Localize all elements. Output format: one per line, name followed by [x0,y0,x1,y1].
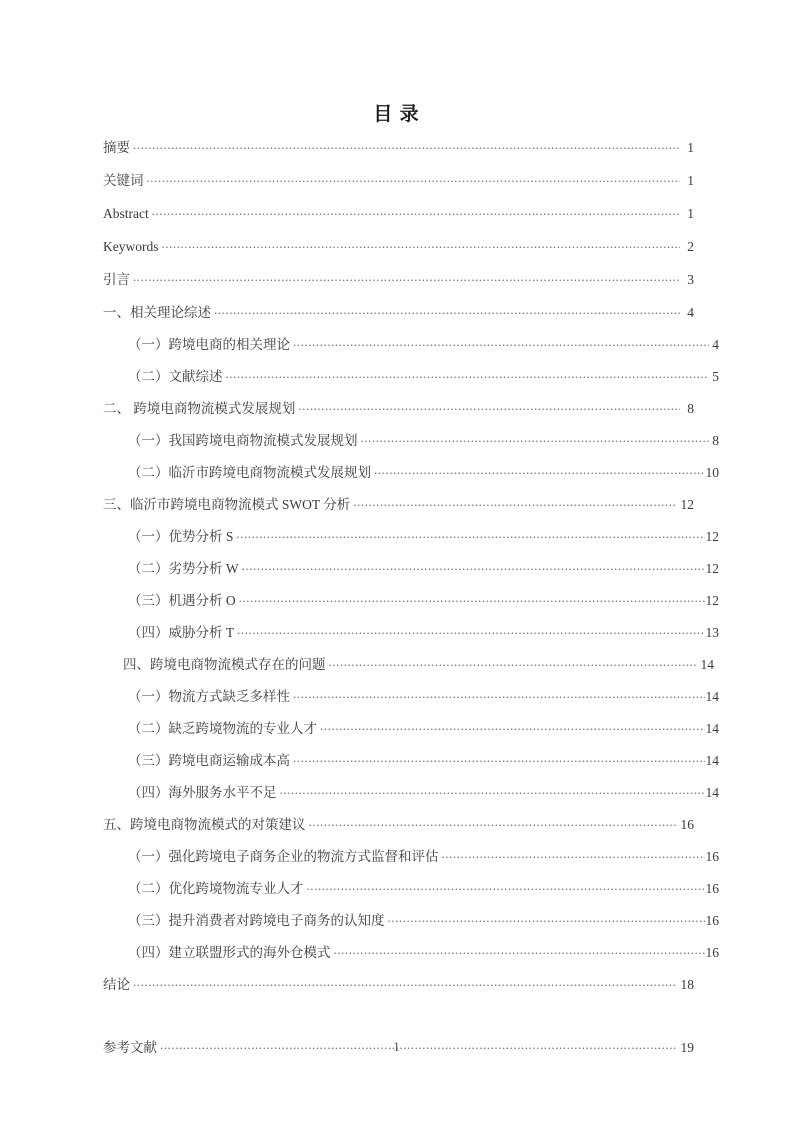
toc-entry-label: 关键词 [103,172,144,188]
toc-entry[interactable] [103,687,719,703]
toc-dot-leader [239,591,705,605]
toc-entry[interactable] [103,237,694,253]
toc-entry[interactable] [103,303,694,319]
toc-dot-leader [162,237,681,251]
toc-entry-label: （一）跨境电商的相关理论 [128,336,290,352]
toc-entry-label: 五、跨境电商物流模式的对策建议 [103,816,306,832]
toc-entry-page-number: 4 [712,336,719,352]
toc-dot-leader [280,783,705,797]
toc-entry[interactable] [103,655,714,671]
toc-entry-page-number: 16 [680,816,694,832]
toc-entry[interactable] [103,495,694,511]
toc-entry-page-number: 4 [687,304,694,320]
toc-entry-page-number: 10 [705,464,719,480]
toc-dot-leader [133,975,676,989]
toc-entry-page-number: 16 [705,848,719,864]
toc-entry[interactable] [103,783,719,799]
toc-entry-label: 引言 [103,271,130,287]
toc-entry[interactable] [103,138,694,154]
toc-entry-page-number: 18 [680,976,694,992]
toc-entry-label: （二）缺乏跨境物流的专业人才 [128,720,317,736]
toc-entry-page-number: 12 [705,560,719,576]
toc-entry-page-number: 5 [712,368,719,384]
toc-dot-leader [298,399,680,413]
toc-entry-label: （四）威胁分析 T [128,624,235,640]
toc-entry-page-number: 12 [705,528,719,544]
toc-entry-label: （一）我国跨境电商物流模式发展规划 [128,432,358,448]
toc-entry-label: （二）临沂市跨境电商物流模式发展规划 [128,464,371,480]
toc-entry-page-number: 16 [705,912,719,928]
toc-dot-leader [320,719,705,733]
toc-entry-label: （三）跨境电商运输成本高 [128,752,290,768]
toc-entry-page-number: 14 [700,656,714,672]
toc-entry-label: 三、临沂市跨境电商物流模式 SWOT 分析 [103,496,351,512]
toc-entry-page-number: 8 [687,400,694,416]
toc-entry[interactable] [103,623,719,639]
toc-entry-page-number: 14 [705,720,719,736]
toc-entry[interactable] [103,879,719,895]
toc-entry-label: 结论 [103,976,130,992]
toc-entry-page-number: 1 [687,139,694,155]
toc-entry-label: 参考文献 [103,1039,157,1055]
toc-dot-leader [226,367,710,381]
toc-entry[interactable] [103,815,694,831]
toc-entry[interactable] [103,943,719,959]
toc-entry-label: （二）优化跨境物流专业人才 [128,880,304,896]
toc-entry[interactable] [103,463,719,479]
toc-entry[interactable] [103,335,719,351]
toc-entry-page-number: 2 [687,238,694,254]
toc-entry-label: （四）海外服务水平不足 [128,784,277,800]
toc-dot-leader [242,559,705,573]
toc-entry[interactable] [103,204,694,220]
toc-entry-page-number: 3 [687,271,694,287]
toc-entry-label: 摘要 [103,139,130,155]
toc-dot-leader [214,303,680,317]
toc-entry-page-number: 14 [705,688,719,704]
toc-dot-leader [329,655,696,669]
toc-dot-leader [152,204,680,218]
toc-entry[interactable] [103,399,694,415]
toc-dot-leader [388,911,705,925]
toc-entry[interactable] [103,719,719,735]
toc-entry-label: （一）优势分析 S [128,528,234,544]
toc-dot-leader [334,943,705,957]
toc-dot-leader [374,463,705,477]
toc-dot-leader [293,687,705,701]
toc-entry[interactable] [103,367,719,383]
toc-entry-page-number: 1 [687,205,694,221]
toc-entry-page-number: 16 [705,880,719,896]
toc-entry[interactable] [103,847,719,863]
toc-entry-label: （一）强化跨境电子商务企业的物流方式监督和评估 [128,848,439,864]
toc-entry[interactable] [103,527,719,543]
toc-entry-page-number: 1 [687,172,694,188]
toc-dot-leader [361,431,710,445]
toc-entry-page-number: 12 [705,592,719,608]
toc-dot-leader [133,138,680,152]
toc-entry-label: 二、 跨境电商物流模式发展规划 [103,400,296,416]
toc-entry[interactable] [103,431,719,447]
toc-entry-page-number: 14 [705,784,719,800]
toc-dot-leader [147,171,681,185]
toc-dot-leader [309,815,676,829]
toc-entry-page-number: 12 [680,496,694,512]
toc-entry-label: （四）建立联盟形式的海外仓模式 [128,944,331,960]
toc-dot-leader [236,527,704,541]
toc-entry[interactable] [103,559,719,575]
toc-entry-page-number: 8 [712,432,719,448]
toc-entry-page-number: 13 [705,624,719,640]
toc-entry[interactable] [103,975,694,991]
toc-entry-label: 一、相关理论综述 [103,304,211,320]
toc-dot-leader [442,847,705,861]
toc-entry[interactable] [103,270,694,286]
toc-dot-leader [133,270,680,284]
toc-entry-page-number: 14 [705,752,719,768]
toc-entry[interactable] [103,911,719,927]
toc-dot-leader [293,335,709,349]
toc-entry[interactable] [103,171,694,187]
toc-entry-label: （一）物流方式缺乏多样性 [128,688,290,704]
toc-dot-leader [293,751,705,765]
toc-entry-label: （二）文献综述 [128,368,223,384]
toc-entry[interactable] [103,751,719,767]
toc-entry[interactable] [103,591,719,607]
footer-page-number: 1 [393,1040,400,1054]
toc-entry-label: （三）机遇分析 O [128,592,236,608]
toc-dot-leader [307,879,705,893]
table-of-contents [103,138,719,1070]
toc-entry-label: Abstract [103,205,149,221]
toc-entry-label: （三）提升消费者对跨境电子商务的认知度 [128,912,385,928]
page-title: 目 录 [373,104,420,125]
toc-entry-label: Keywords [103,238,159,254]
toc-entry-label: （二）劣势分析 W [128,560,239,576]
toc-entry-label: 四、跨境电商物流模式存在的问题 [123,656,326,672]
toc-dot-leader [237,623,704,637]
toc-dot-leader [353,495,675,509]
toc-entry-page-number: 19 [680,1039,694,1055]
toc-entry-page-number: 16 [705,944,719,960]
